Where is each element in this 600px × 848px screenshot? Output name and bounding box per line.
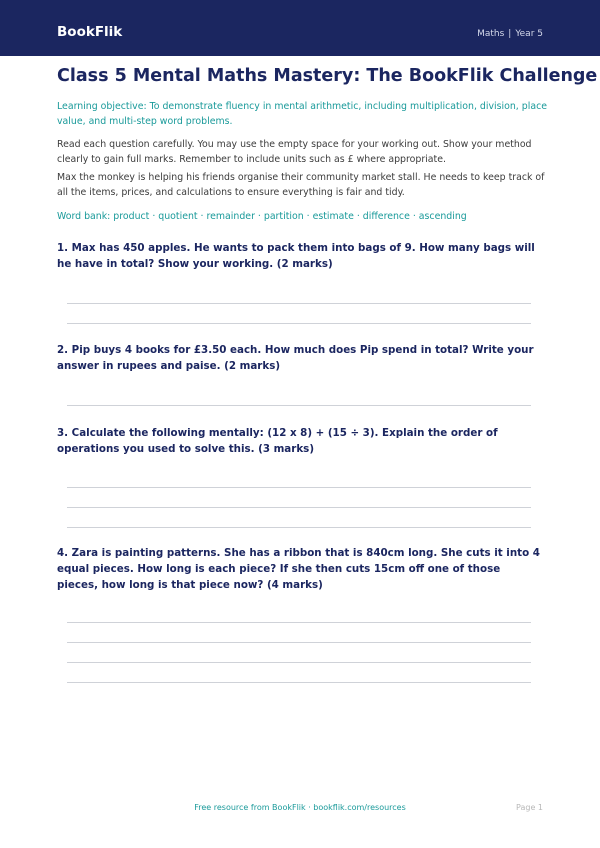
answer-line[interactable] [67,622,531,623]
header-bar [0,0,600,56]
brand-logo[interactable]: BookFlik [57,24,123,40]
answer-line[interactable] [67,487,531,488]
story-text: Max the monkey is helping his friends organise their community market stall. He needs to keep track of all the items, prices, and calculations to ensure everything is fair and tidy. [57,172,545,198]
year-label: Year 5 [515,29,543,39]
footer-resource-link[interactable]: Free resource from BookFlik · bookflik.com/resources [194,803,406,812]
question-4: 4. Zara is painting patterns. She has a ribbon that is 840cm long. She cuts it into 4 equal pieces. How long is each piece? If she then cuts 15cm off one of those pieces, how long is that piece now? (4 marks) [57,547,540,591]
word-bank: Word bank: product · quotient · remainder · partition · estimate · difference · ascending [57,211,467,222]
answer-line[interactable] [67,662,531,663]
answer-line[interactable] [67,507,531,508]
answer-line[interactable] [67,527,531,528]
learning-objective: Learning objective: To demonstrate fluency in mental arithmetic, including multiplication, division, place value, and multi-step word problems. [57,101,547,127]
instructions-text: Read each question carefully. You may use the empty space for your working out. Show your method clearly to gain full marks. Remember to include units such as £ where appropriate. [57,139,532,165]
subject-label: Maths [477,29,505,39]
answer-line[interactable] [67,303,531,304]
question-3: 3. Calculate the following mentally: (12 x 8) + (15 ÷ 3). Explain the order of operations you used to solve this. (3 marks) [57,427,498,455]
question-2: 2. Pip buys 4 books for £3.50 each. How much does Pip spend in total? Write your answer in rupees and paise. (2 marks) [57,344,534,372]
answer-line[interactable] [67,642,531,643]
question-1: 1. Max has 450 apples. He wants to pack them into bags of 9. How many bags will he have in total? Show your working. (2 marks) [57,242,535,270]
answer-line[interactable] [67,323,531,324]
answer-line[interactable] [67,682,531,683]
page-title: Class 5 Mental Maths Mastery: The BookFlik Challenge [57,66,598,86]
header-separator: | [508,29,512,39]
page-number: Page 1 [516,803,543,812]
header-meta [477,27,543,41]
answer-line[interactable] [67,405,531,406]
